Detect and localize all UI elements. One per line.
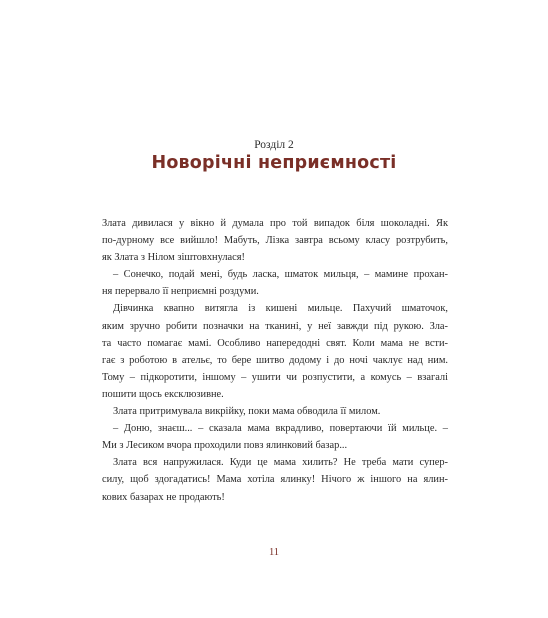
- paragraph: [102, 420, 448, 454]
- text-line: ня перервало її неприємні роздуми.: [102, 286, 259, 298]
- paragraph: [102, 266, 448, 300]
- text-line: – Сонечко, подай мені, будь ласка, шматок мильця, – мамине прохан-: [113, 269, 448, 281]
- text-line: Злата притримувала викрійку, поки мама обводила її милом.: [113, 406, 381, 418]
- text-line: гає з роботою в ательє, то бере шитво додому і до ночі чаклує над ним.: [102, 354, 448, 366]
- chapter-body: [102, 215, 448, 506]
- page-number: 11: [268, 547, 280, 558]
- text-line: Ми з Лесиком вчора проходили повз ялинковий базар...: [102, 440, 348, 452]
- text-line: Злата вся напружилася. Куди це мама хилить? Не треба мати супер-: [113, 457, 448, 469]
- text-line: кових базарах не продають!: [102, 491, 225, 503]
- text-line: Тому – підкоротити, іншому – ушити чи розпустити, а комусь – взагалі: [102, 371, 448, 383]
- text-line: силу, щоб здогадатись! Мама хотіла ялинку! Нічого ж іншого на ялин-: [102, 474, 448, 486]
- paragraph: [102, 300, 448, 403]
- text-line: по-дурному все вийшло! Мабуть, Лізка завтра всьому класу розтрубить,: [102, 235, 448, 247]
- text-line: яким зручно робити позначки на тканині, у неї завжди під рукою. Зла-: [102, 320, 448, 332]
- text-line: Дівчинка квапно витягла із кишені мильце. Пахучий шматочок,: [113, 303, 448, 315]
- text-line: та часто помагає мамі. Особливо напередодні свят. Коли мама не всти-: [102, 337, 448, 349]
- text-line: Злата дивилася у вікно й думала про той випадок біля шоколадні. Як: [102, 218, 448, 229]
- text-line: пошити щось ексклюзивне.: [102, 388, 224, 400]
- paragraph: [102, 403, 448, 420]
- chapter-label: Розділ 2: [254, 139, 294, 151]
- chapter-title: Новорічні неприємності: [151, 153, 397, 173]
- paragraph: [102, 215, 448, 266]
- paragraph: [102, 454, 448, 505]
- text-line: – Доню, знаєш... – сказала мама вкрадливо, повертаючи їй мильце. –: [113, 423, 448, 435]
- text-line: як Злата з Нілом зіштовхнулася!: [102, 252, 245, 264]
